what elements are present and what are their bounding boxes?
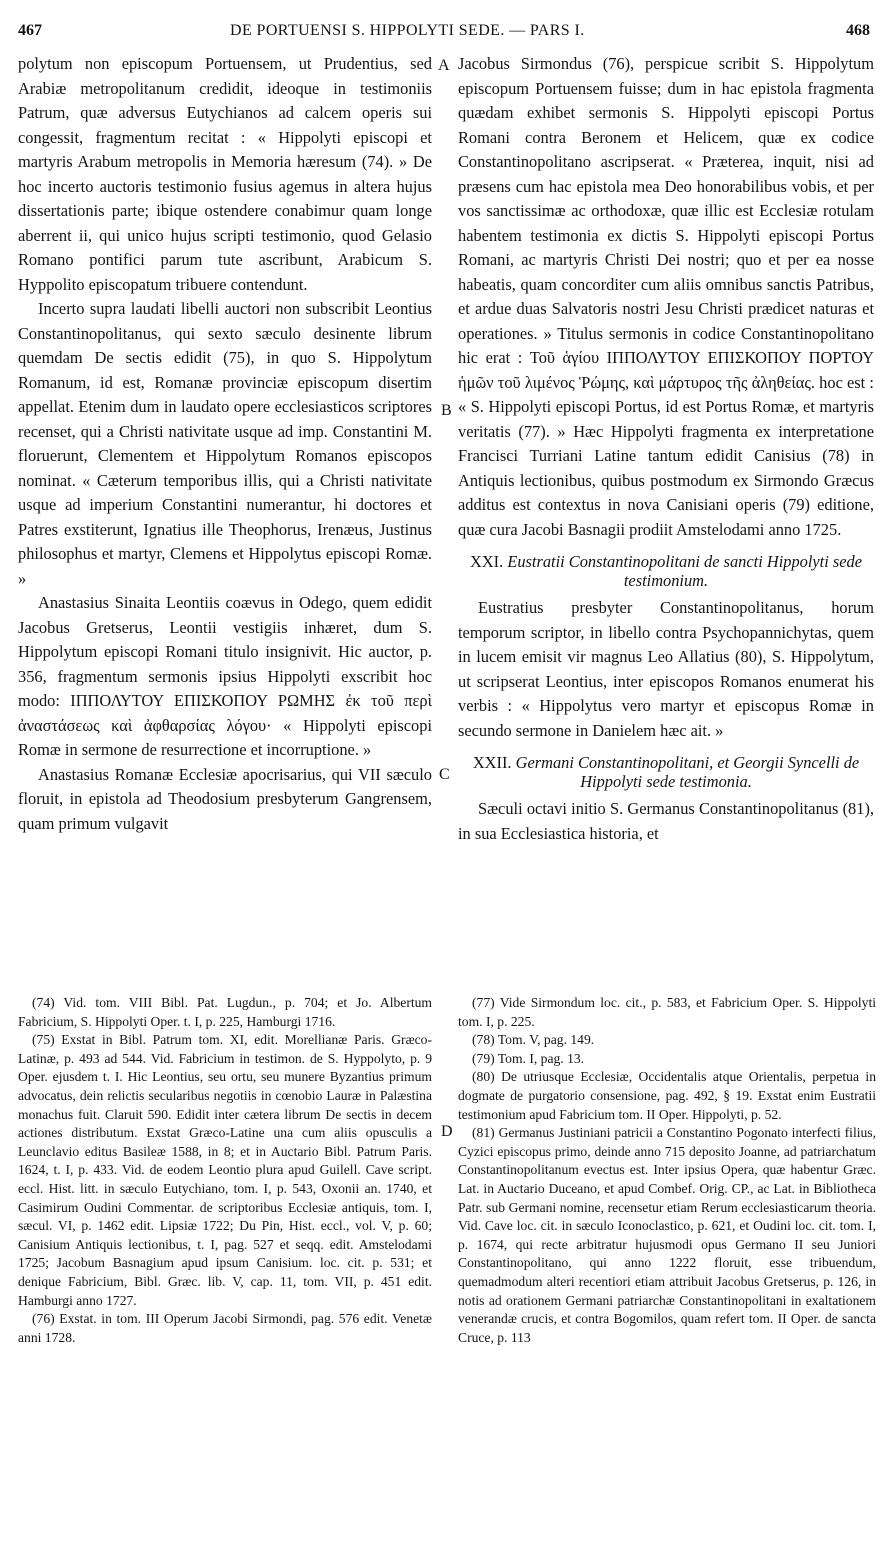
footnote-77: (77) Vide Sirmondum loc. cit., p. 583, et Fabricium Oper. S. Hippolyti tom. I, p. 225. (458, 995, 876, 1029)
section-heading-xxii (458, 753, 874, 791)
margin-letter-c: C (439, 766, 450, 783)
right-paragraph-1: Jacobus Sirmondus (76), perspicue scribit S. Hippolytum episcopum Portuensem fuisse; dum in hac epistola fragmenta quædam exhibet sermonis S. Hippolyti episcopi Portus Romani contra Beronem et Helicem, quæ ex codice Constantinopolitano ascripserat. « Præterea, inquit, nisi ad præsens cum hac epistola mea Deo honorabilibus vobis, et per vos sanctissimæ ac orthodoxæ, quæ illic est Ecclesiæ rotulam habentem testimonia ex dictis S. Hippolyti episcopi Portus Romani, ac martyris Christi Dei nostri; quo et per ea nosse habeatis, quam concorditer cum aliis omnibus sanctis Patribus, et ardue duas Salvatoris nostri Jesu Christi prædicet naturas et operationes. » Titulus sermonis in codice Constantinopolitano hic erat : Τοῦ ἁγίου ΙΠΠΟΛΥΤΟΥ ΕΠΙΣΚΟΠΟΥ ΠΟΡΤΟΥ ἡμῶν τοῦ λιμένος Ῥώμης, καὶ μάρτυρος τῆς ἀληθείας. hoc est : « S. Hippolyti episcopi Portus, id est Portus Romæ, et martyris veritatis (77). » Hæc Hippolyti fragmenta ex interpretatione Francisci Turriani Latine tantum edidit Canisius (78) in Antiquis lectionibus, quibus postmodum ex Sirmondo Græcus additus est contextus in nova Canisiani operis (79) editione, quæ cura Jacobi Basnagii prodiit Amstelodami anno 1725. (458, 54, 874, 539)
running-title: DE PORTUENSI S. HIPPOLYTI SEDE. — PARS I. (230, 22, 585, 39)
footnotes-right (458, 994, 876, 1347)
footnote-76: (76) Exstat. in tom. III Operum Jacobi Sirmondi, pag. 576 edit. Venetæ anni 1728. (18, 1311, 432, 1345)
right-column (458, 52, 874, 846)
section-title-xxi: Eustratii Constantinopolitani de sancti Hippolyti sede testimonium. (507, 552, 862, 590)
margin-letter-d: D (441, 1123, 453, 1140)
margin-letter-a: A (438, 57, 450, 74)
section-title-xxii: Germani Constantinopolitani, et Georgii Syncelli de Hippolyti sede testimonia. (515, 753, 860, 791)
left-paragraph-1: polytum non episcopum Portuensem, ut Prudentius, sed Arabiæ metropolitanum credidit, ideoque in testimoniis Patrum, quæ adversus Eutychianos ad calcem operis sui congessit, fragmentum recitat : « Hippolyti episcopi et martyris Arabum metropolis in Memoria hæresum (74). » De hoc incerto auctoris testimonio fusius agemus in altera hujus dissertationis parte; ibique ostendere conabimur quam longe aberrent ii, qui unico hujus scripti testimonio, quod Gelasio Romano pontifici parum tute ascribunt, Arabicum S. Hyppolito episcopatum tribuere contendunt. (18, 54, 432, 294)
page-number-left: 467 (18, 22, 42, 39)
left-paragraph-4: Anastasius Romanæ Ecclesiæ apocrisarius, qui VII sæculo floruit, in epistola ad Theodosium presbyterum Gangrensem, quam primum vulgavit (18, 764, 432, 833)
margin-letter-b: B (441, 402, 452, 419)
section-number-xxii: XXII. (472, 753, 512, 772)
left-paragraph-2: Incerto supra laudati libelli auctori non subscribit Leontius Constantinopolitanus, qui sexto sæculo desinente librum quemdam De sectis edidit (75), in quo S. Hippolytum Romanum, id est, Romanæ provinciæ episcopum disertim appellat. Etenim dum in laudato opere ecclesiasticos scriptores recenset, qui a Christi nativitate usque ad imp. Constantini M. floruerunt, Clementem et Hippolytum Romanos episcopos nominat. « Cæterum temporibus illis, qui a Christi nativitate usque ad imperium Constantini numerantur, hi doctores et Patres exstiterunt, Ignatius ille Theophorus, Irenæus, Justinus philosophus et martyr, Clemens et Hippolytus episcopi Romæ. » (18, 299, 432, 588)
footnotes-left (18, 994, 432, 1347)
section-heading-xxi (458, 552, 874, 590)
footnote-78: (78) Tom. V, pag. 149. (472, 1032, 595, 1048)
left-paragraph-3: Anastasius Sinaita Leontiis coævus in Odego, quem edidit Jacobus Gretserus, Leontii vestigiis inhæret, dum S. Hippolytum episcopi Romani titulo insignivit. Hic auctor, p. 356, fragmentum sermonis ipsius Hippolyti exscribit hoc modo: ΙΠΠΟΛΥΤΟΥ ΕΠΙΣΚΟΠΟΥ ΡΩΜΗΣ ἐκ τοῦ περὶ ἀναστάσεως καὶ ἀφθαρσίας λόγου· « Hippolyti episcopi Romæ in sermone de resurrectione et incorruptione. » (18, 593, 432, 759)
footnote-81: (81) Germanus Justiniani patricii a Constantino Pogonato interfecti filius, Cyzici episcopus primo, deinde anno 715 deposito Joanne, ad patriarchatum Constantinopolitanum evectus est. Inter ipsius Opera, quæ habentur Græc. Lat. in Auctario Duceano, et apud Combef. Orig. CP., ac Lat. in Bibliotheca Patr. sub Germani nomine, recensetur etiam Rerum ecclesiasticarum theoria. Vid. Cave loc. cit. in sæculo Iconoclastico, p. 621, et Oudini loc. cit. tom. I, p. 1674, qui recte arbitratur hujusmodi opus Germano II seu Juniori Constantinopolitano, qui anno 1222 floruit, esse tribuendum, quemadmodum alteri recentiori etiam attribuit Jacobus Gretserus, p. 126, in notis ad orationem Germani patriarchæ Constantinopolitani in exaltationem venerandæ crucis, et contra Bogomilos, quam refert tom. II Oper. de sancta Cruce, p. 113 (458, 1125, 876, 1345)
footnote-75: (75) Exstat in Bibl. Patrum tom. XI, edit. Morellianæ Paris. Græco-Latinæ, p. 493 ad 544. Vid. Fabricium in testimon. de S. Hyppolyto, p. 9 Oper. ejusdem t. I. Hic Leontius, seu ortu, seu munere Byzantius primum advocatus, dein relictis secularibus negotiis in cœnobio Lauræ in Palæstina monachus fuit. Claruit 590. Edidit inter cætera librum De sectis in decem actiones distributum. Exstat Græco-Latine una cum aliis opusculis a Leunclavio editus Basileæ 1588, in 8; et in Auctario Bibl. Patrum Paris. 1624, t. I, p. 433. Vid. de eodem Leontio plura apud Guilell. Cave script. eccl. Hist. litt. in sæculo Eutychiano, tom. I, p. 543, Oxonii an. 1740, et Casimirum Oudini Commentar. de scriptoribus Ecclesiæ antiquis, tom. I, sæcul. VI, p. 1462 edit. Lipsiæ 1722; Du Pin, Hist. eccl., vol. V, p. 60; Canisium Antiquis lectionibus, t. I, pag. 527 et seqq. edit. Amstelodami 1725; Jacobum Basnagium apud ipsum Canisium. loc. cit. p. 531; et denique Fabricium, Bibl. Græc. lib. V, cap. 11, tom. VII, p. 451 edit. Hamburgi anno 1727. (18, 1032, 432, 1308)
right-paragraph-3: Sæculi octavi initio S. Germanus Constantinopolitanus (81), in sua Ecclesiastica historia, et (458, 799, 874, 843)
footnote-74: (74) Vid. tom. VIII Bibl. Pat. Lugdun., p. 704; et Jo. Albertum Fabricium, S. Hippolyti Oper. t. I, p. 225, Hamburgi 1716. (18, 995, 432, 1029)
footnote-79: (79) Tom. I, pag. 13. (472, 1050, 585, 1066)
right-paragraph-2: Eustratius presbyter Constantinopolitanus, horum temporum scriptor, in libello contra Psychopannichytas, quem in lucem emisit vir magnus Leo Allatius (80), S. Hippolytum, ut scripserat Leontius, inter episcopos Romanos enumerat his verbis : « Hippolytus vero martyr et episcopus Romæ in secundo sermone in Danielem hæc ait. » (458, 598, 874, 740)
section-number-xxi: XXI. (469, 552, 504, 571)
left-column (18, 52, 432, 836)
page-number-right: 468 (846, 22, 870, 39)
footnote-80: (80) De utriusque Ecclesiæ, Occidentalis atque Orientalis, perpetua in dogmate de purgatorio consensione, pag. 492, § 19. Exstat enim Eustratii testimonium apud Fabricium tom. II Oper. Hippolyti, p. 52. (458, 1069, 876, 1122)
